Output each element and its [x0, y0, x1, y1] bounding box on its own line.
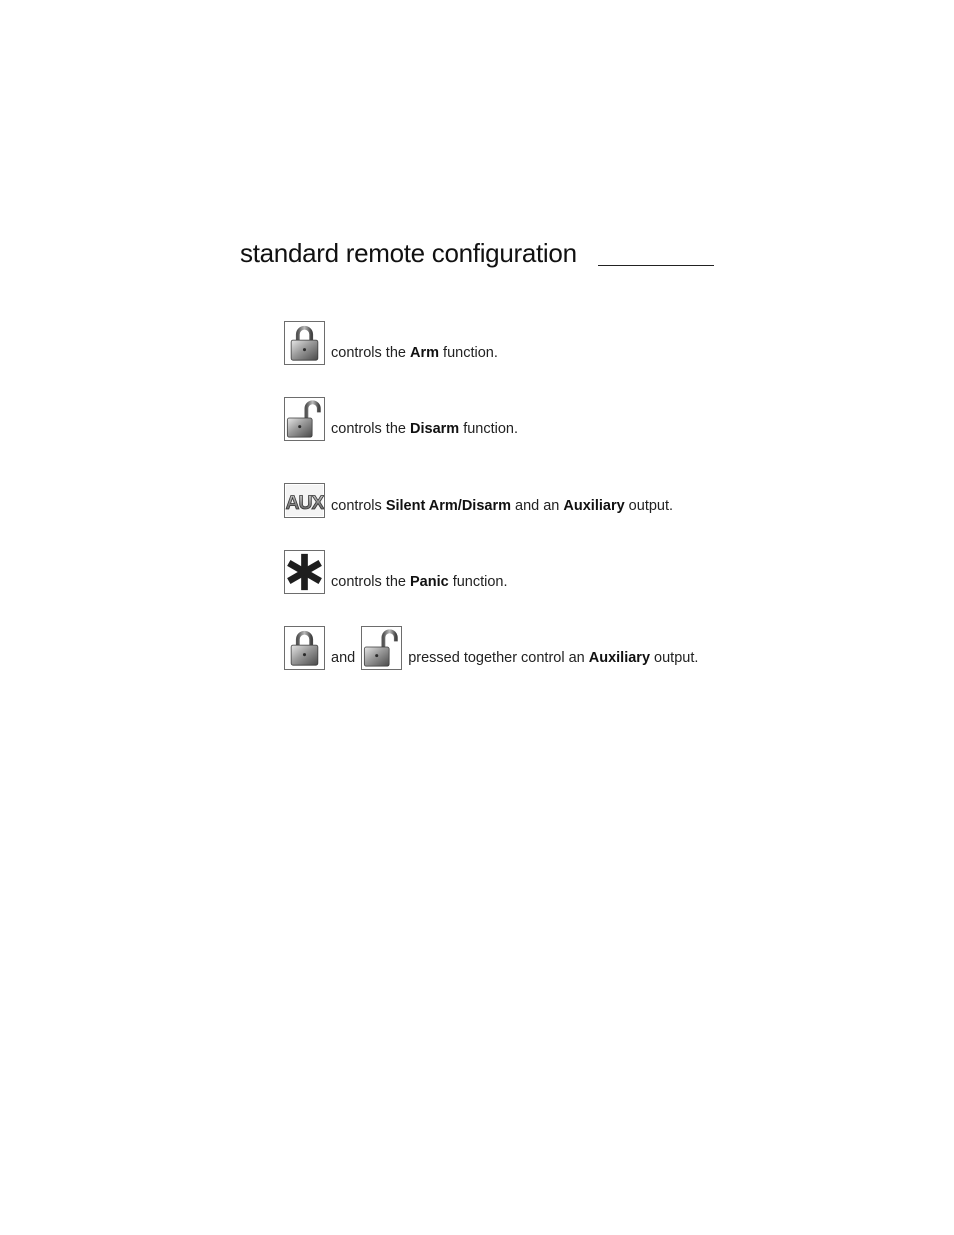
aux-icon-label: AUX	[285, 492, 324, 515]
auxiliary-label: Auxiliary	[563, 498, 625, 514]
aux-row	[284, 483, 673, 518]
silent-arm-disarm-label: Silent Arm/Disarm	[385, 498, 511, 514]
panic-description: controls the Panic function.	[331, 574, 508, 590]
aux-icon	[284, 483, 325, 518]
arm-row	[284, 321, 498, 365]
disarm-row	[284, 397, 518, 441]
panic-label: Panic	[410, 574, 449, 590]
page-title: standard remote configuration	[240, 238, 577, 268]
title-underline	[598, 265, 714, 266]
asterisk-icon	[284, 550, 325, 594]
combo-description: pressed together control an Auxiliary output.	[408, 650, 699, 666]
title-block	[240, 236, 714, 268]
combo-joiner: and	[331, 650, 356, 666]
disarm-label: Disarm	[410, 421, 460, 437]
locked-padlock-icon	[284, 321, 325, 365]
disarm-description: controls the Disarm function.	[331, 421, 519, 437]
unlocked-padlock-icon	[284, 397, 325, 441]
locked-padlock-icon	[284, 626, 325, 670]
unlocked-padlock-icon	[361, 626, 402, 670]
auxiliary-label: Auxiliary	[588, 650, 651, 666]
arm-description: controls the Arm function.	[331, 345, 498, 361]
aux-description: controls Silent Arm/Disarm and an Auxiliary output.	[331, 498, 674, 514]
combo-row	[284, 626, 698, 670]
panic-row	[284, 550, 508, 594]
arm-label: Arm	[410, 345, 440, 361]
